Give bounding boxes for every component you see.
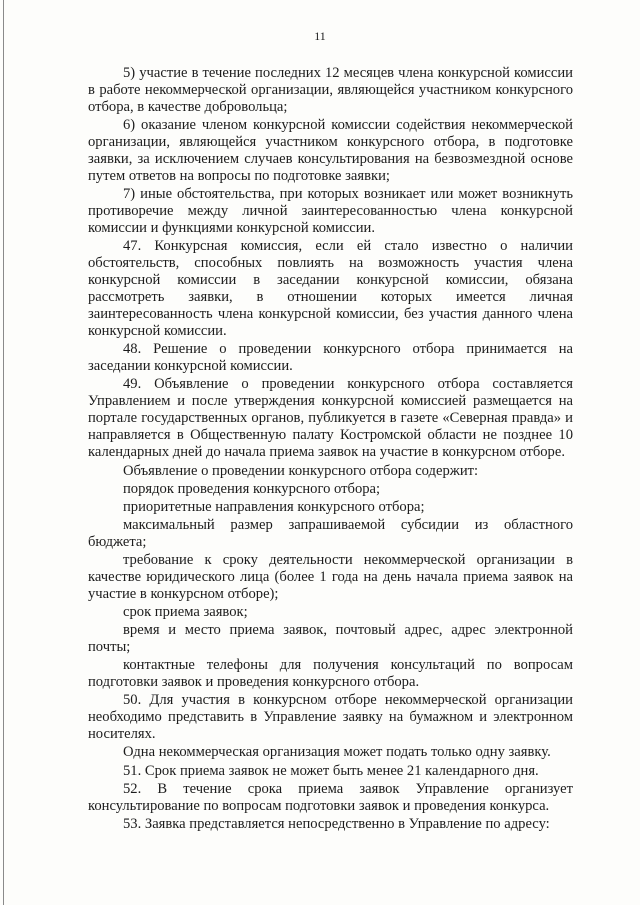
paragraph-list-deadline: срок приема заявок; (123, 604, 248, 621)
paragraph-clause-52: 52. В течение срока приема заявок Управление организует консультирование по вопросам подготовки заявок и проведения конкурса. (88, 780, 573, 814)
paragraph-clause-48: 48. Решение о проведении конкурсного отбора принимается на заседании конкурсной комиссии. (88, 341, 573, 375)
paragraph-item-7: 7) иные обстоятельства, при которых возникает или может возникнуть противоречие между личной заинтересованностью члена конкурсной комиссии и функциями конкурсной комиссии. (88, 186, 573, 237)
paragraph-item-5: 5) участие в течение последних 12 месяцев члена конкурсной комиссии в работе некоммерческой организации, являющейся участником конкурсного отбора, в качестве добровольца; (88, 65, 573, 115)
paragraph-clause-47: 47. Конкурсная комиссия, если ей стало известно о наличии обстоятельств, способных повлиять на возможность участия члена конкурсной комиссии в заседании конкурсной комиссии, обязана рассмотреть заявки, в отношении которых имеется личная заинтересованность члена конкурсной комиссии, без участия данного члена конкурсной комиссии. (88, 238, 573, 340)
paragraph-list-max-subsidy: максимальный размер запрашиваемой субсидии из областного бюджета; (88, 516, 573, 550)
paragraph-clause-51: 51. Срок приема заявок не может быть менее 21 календарного дня. (123, 762, 539, 779)
paragraph-clause-50: 50. Для участия в конкурсном отборе некоммерческой организации необходимо представить в Управление заявку на бумажном и электронном носителях. (88, 692, 573, 743)
paragraph-list-procedure: порядок проведения конкурсного отбора; (123, 480, 381, 497)
paragraph-clause-53: 53. Заявка представляется непосредственно в Управление по адресу: (123, 815, 550, 832)
paragraph-list-contacts: контактные телефоны для получения консультаций по вопросам подготовки заявок и проведения конкурсного отбора. (88, 657, 573, 691)
paragraph-list-term-requirement: требование к сроку деятельности некоммерческой организации в качестве юридического лица (более 1 года на день начала приема заявок на участие в конкурсном отборе); (88, 551, 573, 602)
paragraph-item-6: 6) оказание членом конкурсной комиссии содействия некоммерческой организации, являющейся участником конкурсного отбора, в подготовке заявки, за исключением случаев консультирования на безвозмездной основе путем ответов на вопросы по подготовке заявки; (88, 117, 573, 185)
scan-edge-line (3, 0, 4, 905)
paragraph-list-time-place: время и место приема заявок, почтовый адрес, адрес электронной почты; (88, 622, 573, 656)
page-number: 11 (314, 29, 326, 43)
paragraph-clause-49: 49. Объявление о проведении конкурсного отбора составляется Управлением и после утверждения конкурсной комиссией размещается на портале государственных органов, публикуется в газете «Северная правда» и направляется в Общественную палату Костромской области не позднее 10 календарных дней до начала приема заявок на участие в конкурсном отборе. (88, 376, 573, 461)
paragraph-list-priorities: приоритетные направления конкурсного отбора; (123, 498, 425, 515)
paragraph-announcement-contents: Объявление о проведении конкурсного отбора содержит: (123, 462, 479, 479)
paragraph-one-application: Одна некоммерческая организация может подать только одну заявку. (123, 744, 551, 761)
document-body (88, 65, 573, 834)
